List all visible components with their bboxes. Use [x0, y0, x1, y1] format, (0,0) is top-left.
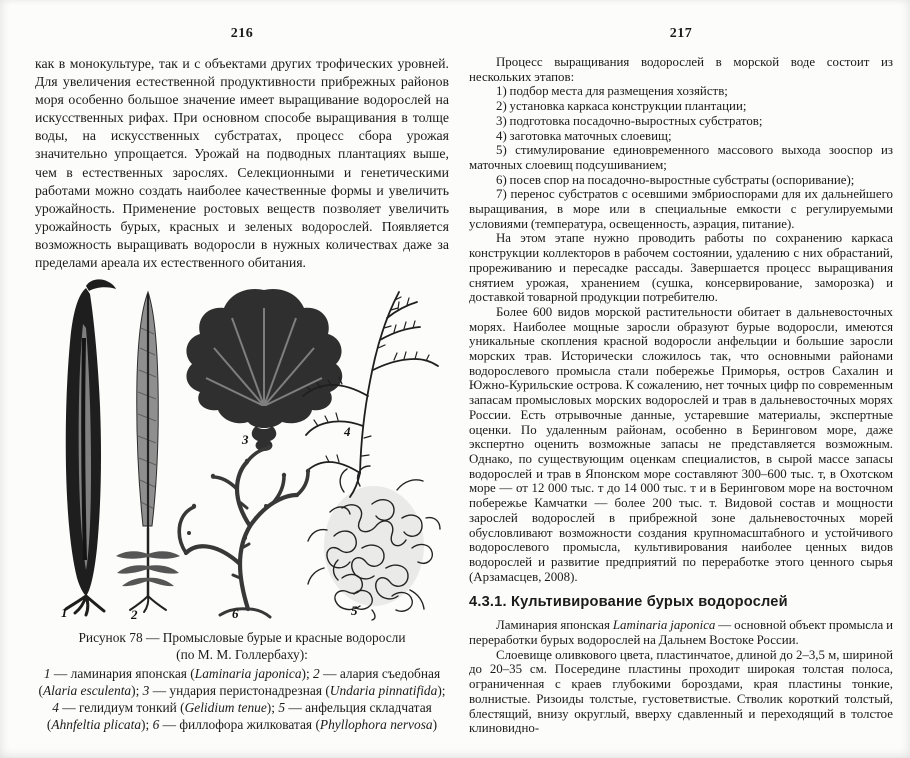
figure-caption	[35, 629, 449, 733]
figure-label-4: 4	[344, 424, 351, 440]
step-item: 1) подбор места для размещения хозяйств;	[496, 84, 728, 99]
text-segment: Phyllophora nervosa	[319, 717, 433, 733]
intro-paragraph: Процесс выращивания водорослей в морской воде состоит из нескольких этапов:	[469, 55, 893, 84]
figure-78	[35, 278, 449, 733]
text-segment: 2	[313, 665, 320, 681]
text-segment: );	[131, 682, 143, 698]
figure-label-3: 3	[242, 432, 249, 448]
text-segment: 3	[142, 682, 150, 698]
text-segment: 5	[278, 699, 286, 715]
text-segment: Ламинария японская	[496, 618, 613, 633]
text-segment: 1	[43, 665, 51, 681]
seaweed-illustration	[42, 278, 442, 623]
text-segment: Alaria esculenta	[42, 682, 132, 698]
step-item: 6) посев спор на посадочно-выростные субстраты (оспоривание);	[496, 172, 855, 187]
page-217	[455, 0, 910, 758]
text-segment: Laminaria japonica	[612, 618, 716, 633]
figure-label-2: 2	[131, 607, 138, 623]
figure-label-5: 5	[351, 603, 358, 619]
step-item: 4) заготовка маточных слоевищ;	[496, 128, 672, 143]
page-number-left: 216	[230, 26, 254, 41]
body-paragraph: Более 600 видов морской растительности обитает в дальневосточных морях. Наиболее мощные заросли образуют бурые водоросли, имеются уникальные скопления красной водоросли анфельции и большие заросли морских трав. Исторически сложилось так, что основными районами водорослевого промысла стали побережье Приморья, остров Сахалин и Южно-Курильские острова. К сожалению, нет точных цифр по современным запасам промысловых морских водорослей и трав в дальневосточных морях России. Есть отрывочные данные, устаревшие материалы, экспертные оценки. По удаленным районам, особенно в Беринговом море, даже экспертно оценить возможные запасы не представляется возможным. Однако, по существующим оценкам специалистов, в сырой массе запасы водорослей и трав в Японском море составляют 300–600 тыс. т, в Охотском море — от 12 000 тыс. т до 14 000 тыс. т и в Беринговом море на восточном побережье Камчатки — более 200 тыс. т. Видовой состав и мощности зарослей водорослей в прибрежной зоне дальневосточных морей обусловливают возможности создания крупномасштабного и устойчивого водорослевого промысла, культивирования наиболее ценных видов водорослей и развитие предприятий по переработке этого ценного сырья (Арзамасцев, 2008).	[469, 304, 893, 584]
text-segment: — филлофора жилковатая (	[159, 717, 320, 733]
text-segment: — ундария перистонадрезная (	[149, 682, 330, 698]
body-paragraph: На этом этапе нужно проводить работы по сохранению каркаса конструкции коллекторов в рабочем состоянии, удалению с них обрастаний, прореживанию и пересадке рассады. Завершается процесс выращивания снятием урожая, хранением (сушка, консервирование, заморозка) и доставкой товарной продукции потребителю.	[469, 231, 893, 305]
body-paragraph: Слоевище оливкового цвета, пластинчатое, длиной до 2–3,5 м, шириной до 20–35 см. Посередине пластины проходит широкая толстая полоса, ограниченная с краев глубокими бороздами, края пластины тонкие, волнистые. Ризоиды толстые, густоветвистые. Стволик короткий толстый, блестящий, внизу округлый, вверху сдавленный и переходящий в толстое клиновидно-	[469, 647, 893, 736]
text-segment: — гелидиум тонкий (	[58, 699, 185, 715]
text-segment: Laminaria japonica	[194, 665, 302, 681]
figure-caption-title: Рисунок 78 — Промысловые бурые и красные водоросли	[78, 630, 406, 646]
text-segment: 6	[152, 717, 160, 733]
laminaria-drawing	[66, 279, 116, 615]
text-segment: — анфельция складчатая (	[46, 699, 432, 733]
text-segment: );	[141, 717, 153, 733]
text-segment: Gelidium tenue	[184, 699, 267, 715]
undaria-drawing	[186, 289, 342, 451]
figure-label-1: 1	[61, 605, 68, 621]
laminaria-paragraph	[469, 618, 893, 647]
figure-label-6: 6	[232, 606, 239, 622]
text-segment: )	[432, 717, 438, 733]
figure-caption-attribution: (по М. М. Голлербаху):	[176, 647, 308, 663]
phyllophora-drawing	[179, 445, 310, 617]
text-segment: 4	[52, 699, 59, 715]
figure-legend	[35, 665, 449, 734]
text-segment: — основной объект промысла и переработки бурых водорослей на Дальнем Востоке России.	[469, 618, 893, 648]
section-heading-431: 4.3.1. Культивирование бурых водорослей	[469, 594, 788, 611]
text-segment: Ahnfeltia plicata	[51, 717, 142, 733]
alaria-drawing	[116, 292, 180, 612]
step-item: 5) стимулирование единовременного массового выхода зооспор из маточных слоевищ подсушиванием;	[469, 143, 893, 172]
step-item: 3) подготовка посадочно-выростных субстратов;	[496, 113, 763, 128]
text-segment: — ламинария японская (	[50, 665, 195, 681]
text-segment: );	[437, 682, 446, 698]
step-item: 7) перенос субстратов с осевшими эмбриоспорами для их дальнейшего выращивания, в море или в специальные емкости с регулируемыми условиями (температура, освещенность, аэрация, питание).	[469, 187, 893, 231]
text-segment: — алария съедобная (	[38, 665, 441, 698]
text-segment: Undaria pinnatifida	[329, 682, 438, 698]
step-item: 2) установка каркаса конструкции плантации;	[496, 99, 747, 114]
text-segment: );	[301, 665, 314, 681]
page-number-right: 217	[669, 26, 693, 41]
body-paragraph: как в монокультуре, так и с объектами других трофических уровней. Для увеличения естественной продуктивности прибрежных районов моря особенно большое значение имеет выращивание водорослей на искусственных рифах. При основном способе выращивания в толще воды, на искусственных субстратах, процесс сбора урожая значительно упрощается. Урожай на подводных плантациях выше, чем в естественных зарослях. Селекционными и генетическими работами можно создать наиболее качественные формы и увеличить урожайность. Применение ростовых веществ позволяет увеличить урожайность бурых, красных и зеленых водорослей. Появляется возможность выращивать водоросли в нужных количествах даже за пределами ареала их естественного обитания.	[35, 56, 449, 271]
ahnfeltia-drawing	[308, 466, 440, 620]
text-segment: );	[266, 699, 279, 715]
